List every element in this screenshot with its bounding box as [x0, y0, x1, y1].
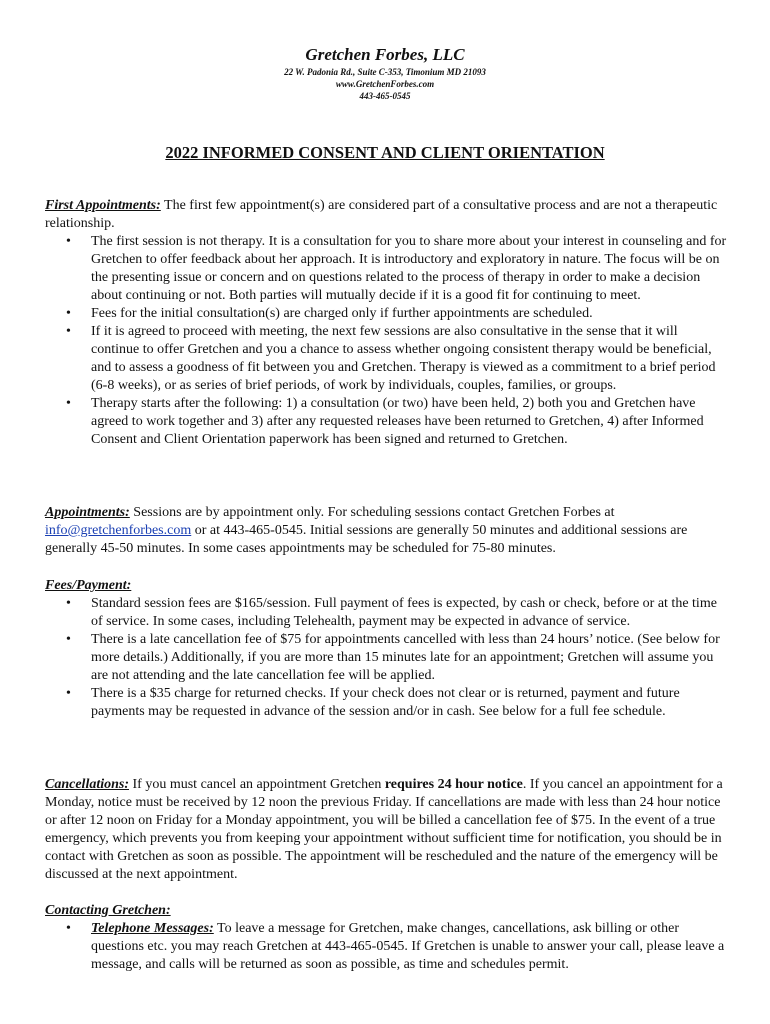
- company-name: Gretchen Forbes, LLC: [305, 45, 465, 64]
- first-appointments-list: [45, 233, 729, 449]
- list-item: • Therapy starts after the following: 1) a consultation (or two) have been held, 2) both you and Gretchen have agreed to work together and 3) after any requested releases have been returned to Gretchen, 4) after Informed Consent and Client Orientation paperwork has been signed and returned to Gretchen.: [91, 395, 729, 449]
- list-item: [91, 920, 729, 974]
- section-contacting: [45, 902, 729, 974]
- list-item: • There is a $35 charge for returned checks. If your check does not clear or is returned, payment and future payments may be requested in advance of the session and/or in cash. See below for a full fee schedule.: [91, 685, 729, 721]
- cancellations-text-after: . If you cancel an appointment for a Monday, notice must be received by 12 noon the previous Friday. If cancellations are made with less than 24 hour notice or after 12 noon on Friday for a Monday appointment, you will be billed a cancellation fee of $75. In the event of a true emergency, which prevents you from keeping your appointment without sufficient time for notification, you should be in contact with Gretchen as soon as possible. The appointment will be rescheduled and the nature of the emergency will be discussed at the next appointment.: [45, 777, 723, 882]
- list-item: • If it is agreed to proceed with meeting, the next few sessions are also consultative in the sense that it will continue to offer Gretchen and you a chance to assess whether ongoing consistent therapy would be beneficial, and to assess a goodness of fit between you and Gretchen. Therapy is viewed as a commitment to a brief period (6-8 weeks), or as series of brief periods, of work by individuals, couples, families, or groups.: [91, 323, 729, 395]
- section-appointments: [45, 504, 729, 558]
- appointments-text-before: Sessions are by appointment only. For scheduling sessions contact Gretchen Forbes at: [129, 505, 615, 520]
- telephone-text: To leave a message for Gretchen, make changes, cancellations, ask billing or other questions etc. you may reach Gretchen at 443-465-0545. If Gretchen is unable to answer your call, please leave a message, and calls will be returned as soon as possible, as time and schedules permit.: [91, 921, 725, 972]
- company-website: www.GretchenForbes.com: [335, 79, 435, 89]
- list-item: • The first session is not therapy. It is a consultation for you to share more about your interest in counseling and for Gretchen to offer feedback about her approach. It is introductory and exploratory in nature. The focus will be on the presenting issue or concern and on questions related to the process of therapy in order to make a decision about continuing or not. Both parties will mutually decide if it is a good fit for continuing to meet.: [91, 233, 729, 305]
- contacting-heading: Contacting Gretchen:: [45, 903, 171, 918]
- first-appointments-intro-text: The first few appointment(s) are considered part of a consultative process and are not a therapeutic relationship.: [45, 198, 718, 231]
- list-item: • Fees for the initial consultation(s) are charged only if further appointments are scheduled.: [91, 305, 729, 323]
- contacting-list: [45, 920, 729, 974]
- list-item: • Standard session fees are $165/session. Full payment of fees is expected, by cash or check, before or at the time of service. In some cases, including Telehealth, payment may be expected in advance of service.: [91, 595, 729, 631]
- first-appointments-heading: First Appointments:: [45, 198, 161, 213]
- section-first-appointments: [45, 197, 729, 449]
- company-address: 22 W. Padonia Rd., Suite C-353, Timonium MD 21093: [284, 67, 486, 77]
- appointments-text-after: or at 443-465-0545. Initial sessions are generally 50 minutes and additional sessions are generally 45-50 minutes. In some cases appointments may be scheduled for 75-80 minutes.: [45, 523, 688, 556]
- company-phone: 443-465-0545: [359, 91, 411, 101]
- appointments-heading: Appointments:: [45, 505, 130, 520]
- telephone-heading: Telephone Messages:: [91, 921, 214, 936]
- email-link[interactable]: info@gretchenforbes.com: [45, 523, 192, 538]
- letterhead: [0, 44, 770, 102]
- list-item: • There is a late cancellation fee of $75 for appointments cancelled with less than 24 hours’ notice. (See below for more details.) Additionally, if you are more than 15 minutes late for an appointment; Gretchen will assume you are not attending and the late cancellation fee will be applied.: [91, 631, 729, 685]
- section-fees: [45, 577, 729, 721]
- fees-heading: Fees/Payment:: [45, 578, 132, 593]
- cancellations-heading: Cancellations:: [45, 777, 130, 792]
- fees-list: [45, 595, 729, 721]
- document-title: 2022 INFORMED CONSENT AND CLIENT ORIENTATION: [165, 143, 605, 162]
- cancellations-notice: requires 24 hour notice: [384, 777, 523, 792]
- section-cancellations: [45, 776, 729, 884]
- first-appointments-intro: [45, 197, 729, 233]
- cancellations-text-before: If you must cancel an appointment Gretchen: [129, 777, 385, 792]
